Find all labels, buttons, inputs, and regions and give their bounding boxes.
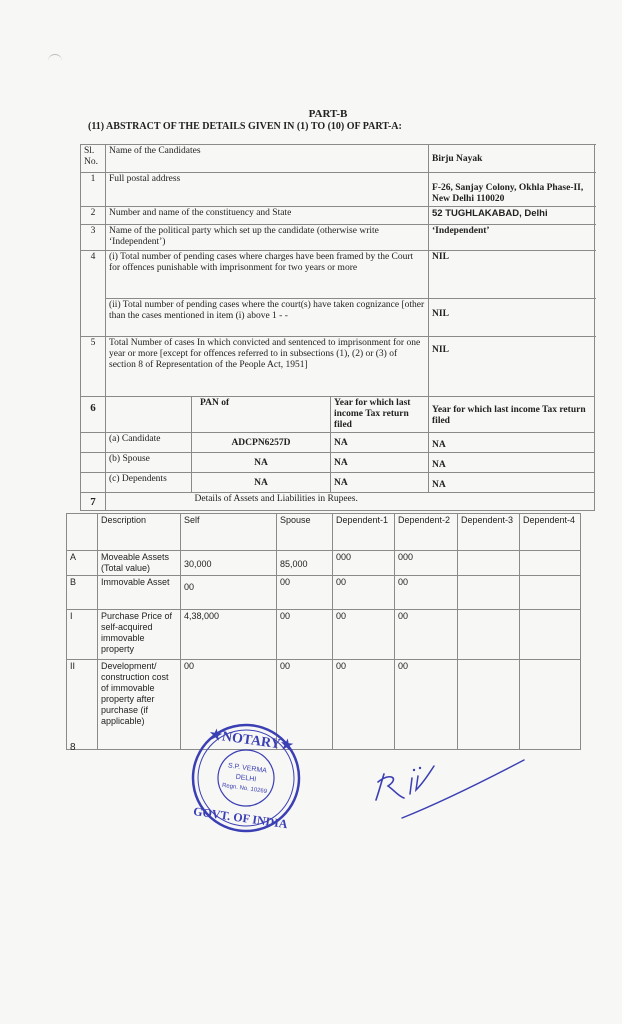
row-number: 2 — [81, 207, 106, 225]
row-label: Total Number of cases In which convicted and sentenced to imprisonment for one year or more [except for offences referred to in subsections (1), (2) or (3) of section 8 of Representation of the People Act, 1951] — [106, 337, 429, 397]
blank-cell — [81, 473, 106, 493]
pan-row-label: (b) Spouse — [106, 453, 192, 473]
blank-cell — [81, 433, 106, 453]
dependent-3-value — [458, 610, 520, 660]
dependent-1-value: 00 — [333, 660, 395, 750]
year-value: NA — [331, 453, 429, 473]
dependent-4-value — [520, 610, 581, 660]
name-label: Name of the Candidates — [106, 145, 429, 173]
self-value: 00 — [181, 576, 277, 610]
pan-blank — [106, 397, 192, 433]
row-description: Moveable Assets (Total value) — [98, 551, 181, 576]
spouse-value: 00 — [277, 660, 333, 750]
assets-title: Details of Assets and Liabilities in Rupees. — [192, 493, 595, 511]
table-row — [81, 453, 595, 473]
table-row — [81, 251, 595, 299]
pan-row-label: (c) Dependents — [106, 473, 192, 493]
svg-text:GOVT. OF INDIA: GOVT. OF INDIA — [192, 804, 289, 832]
blank-cell — [106, 493, 192, 511]
name-value: Birju Nayak — [429, 145, 595, 173]
spouse-value: 00 — [277, 610, 333, 660]
dependent-4-value — [520, 660, 581, 750]
svg-text:Regn. No. 10269: Regn. No. 10269 — [221, 782, 268, 796]
row-number: 1 — [81, 173, 106, 207]
year-header: Year for which last income Tax return filed — [429, 397, 595, 433]
table-row — [81, 225, 595, 251]
notary-stamp — [190, 722, 302, 834]
candidate-abstract-table — [80, 144, 595, 511]
row-label: (ii) Total number of pending cases where the court(s) have taken cognizance [other than the cases mentioned in item (i) above 1 - - — [106, 299, 429, 337]
row-value: 52 TUGHLAKABAD, Delhi — [429, 207, 595, 225]
table-row — [67, 576, 581, 610]
row-description: Development/ construction cost of immovable property after purchase (if applicable) — [98, 660, 181, 750]
row-label: Name of the political party which set up the candidate (otherwise write ‘Independent’) — [106, 225, 429, 251]
dependent-4-value — [520, 576, 581, 610]
table-row — [81, 397, 595, 433]
pan-value: NA — [192, 473, 331, 493]
table-row — [81, 493, 595, 511]
year-value: NA — [429, 453, 595, 473]
row-value: NIL — [429, 299, 595, 337]
column-header: Self — [181, 514, 277, 551]
dependent-2-value: 00 — [395, 660, 458, 750]
row-number: 7 — [81, 493, 106, 511]
dependent-3-value — [458, 551, 520, 576]
table-row — [81, 145, 595, 173]
table-row — [67, 551, 581, 576]
column-header: Dependent-4 — [520, 514, 581, 551]
blank-cell — [81, 453, 106, 473]
table-row — [81, 337, 595, 397]
column-header: Dependent-3 — [458, 514, 520, 551]
abstract-title: (11) ABSTRACT OF THE DETAILS GIVEN IN (1) TO (10) OF PART-A: — [88, 121, 402, 132]
page-number: 8 — [70, 742, 76, 753]
table-row — [67, 610, 581, 660]
year-value: NA — [429, 433, 595, 453]
row-number: 5 — [81, 337, 106, 397]
column-header: Description — [98, 514, 181, 551]
sl-header: Sl. No. — [81, 145, 106, 173]
row-code: A — [67, 551, 98, 576]
table-row — [67, 660, 581, 750]
pan-header: PAN of — [192, 397, 331, 433]
signature — [372, 752, 532, 822]
table-row — [81, 299, 595, 337]
column-header: Dependent-1 — [333, 514, 395, 551]
svg-text:★NOTARY★: ★NOTARY★ — [208, 727, 294, 755]
table-row — [81, 433, 595, 453]
dependent-1-value: 00 — [333, 610, 395, 660]
assets-table — [66, 513, 581, 750]
scan-mark — [48, 54, 62, 61]
column-header — [67, 514, 98, 551]
dependent-2-value: 00 — [395, 610, 458, 660]
row-value: NIL — [429, 337, 595, 397]
row-description: Immovable Asset — [98, 576, 181, 610]
year-header: Year for which last income Tax return filed — [331, 397, 429, 433]
pan-value: ADCPN6257D — [192, 433, 331, 453]
dependent-1-value: 00 — [333, 576, 395, 610]
row-value: F-26, Sanjay Colony, Okhla Phase-II, New Delhi 110020 — [429, 173, 595, 207]
self-value: 4,38,000 — [181, 610, 277, 660]
svg-text:DELHI: DELHI — [235, 773, 257, 784]
table-row — [81, 473, 595, 493]
document-header — [0, 108, 622, 132]
row-code: B — [67, 576, 98, 610]
self-value: 30,000 — [181, 551, 277, 576]
dependent-4-value — [520, 551, 581, 576]
column-header: Dependent-2 — [395, 514, 458, 551]
dependent-3-value — [458, 576, 520, 610]
row-number: 3 — [81, 225, 106, 251]
table-row — [81, 207, 595, 225]
year-value: NA — [331, 473, 429, 493]
row-label: Full postal address — [106, 173, 429, 207]
year-value: NA — [429, 473, 595, 493]
dependent-2-value: 000 — [395, 551, 458, 576]
pan-row-label: (a) Candidate — [106, 433, 192, 453]
row-description: Purchase Price of self-acquired immovable property — [98, 610, 181, 660]
dependent-1-value: 000 — [333, 551, 395, 576]
spouse-value: 85,000 — [277, 551, 333, 576]
self-value: 00 — [181, 660, 277, 750]
svg-text:S.P. VERMA: S.P. VERMA — [227, 762, 268, 775]
table-header-row — [67, 514, 581, 551]
pan-value: NA — [192, 453, 331, 473]
row-number: 6 — [81, 397, 106, 433]
row-code: I — [67, 610, 98, 660]
row-code: II — [67, 660, 98, 750]
year-value: NA — [331, 433, 429, 453]
table-row — [81, 173, 595, 207]
row-value: NIL — [429, 251, 595, 299]
column-header: Spouse — [277, 514, 333, 551]
row-label: Number and name of the constituency and State — [106, 207, 429, 225]
dependent-2-value: 00 — [395, 576, 458, 610]
row-number: 4 — [81, 251, 106, 337]
dependent-3-value — [458, 660, 520, 750]
row-value: ‘Independent’ — [429, 225, 595, 251]
part-title: PART-B — [308, 108, 348, 120]
row-label: (i) Total number of pending cases where charges have been framed by the Court for offences punishable with imprisonment for two years or more — [106, 251, 429, 299]
spouse-value: 00 — [277, 576, 333, 610]
